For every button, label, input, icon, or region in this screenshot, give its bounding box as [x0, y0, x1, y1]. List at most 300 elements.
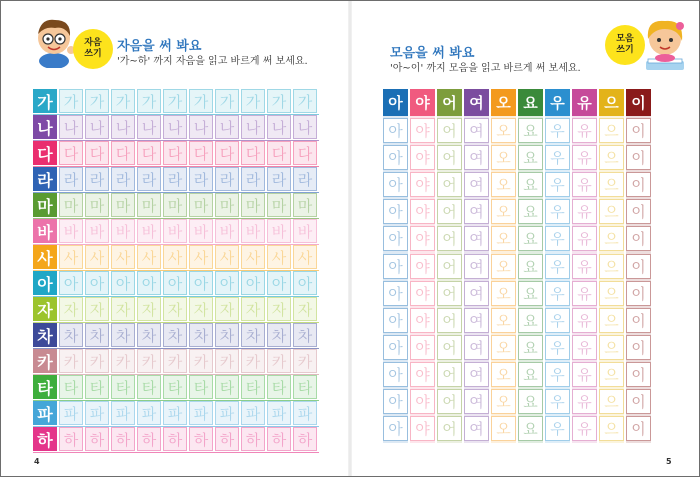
vowel-trace-cell[interactable]: 여	[464, 335, 489, 360]
vowel-trace-cell[interactable]: 아	[383, 335, 408, 360]
consonant-trace-cell[interactable]: 라	[215, 167, 239, 191]
consonant-trace-cell[interactable]: 차	[111, 323, 135, 347]
vowel-trace-cell[interactable]: 아	[383, 226, 408, 251]
vowel-trace-cell[interactable]: 으	[599, 416, 624, 441]
consonant-trace-cell[interactable]: 차	[163, 323, 187, 347]
consonant-trace-cell[interactable]: 타	[111, 375, 135, 399]
vowel-trace-cell[interactable]: 유	[572, 199, 597, 224]
consonant-trace-cell[interactable]: 자	[111, 297, 135, 321]
vowel-trace-cell[interactable]: 유	[572, 281, 597, 306]
consonant-trace-cell[interactable]: 차	[267, 323, 291, 347]
vowel-trace-cell[interactable]: 아	[383, 308, 408, 333]
vowel-trace-cell[interactable]: 여	[464, 281, 489, 306]
page-number: 4	[34, 457, 40, 466]
consonant-trace-cell[interactable]: 나	[85, 115, 109, 139]
consonant-trace-cell[interactable]: 타	[189, 375, 213, 399]
consonant-label: 다	[33, 141, 57, 165]
consonant-trace-cell[interactable]: 차	[241, 323, 265, 347]
consonant-trace-cell[interactable]: 파	[241, 401, 265, 425]
vowel-trace-cell[interactable]: 야	[410, 254, 435, 279]
consonant-trace-cell[interactable]: 사	[293, 245, 317, 269]
vowel-trace-cell[interactable]: 요	[518, 172, 543, 197]
consonant-row	[33, 375, 321, 401]
consonant-trace-cell[interactable]: 파	[85, 401, 109, 425]
vowel-trace-cell[interactable]: 아	[383, 362, 408, 387]
consonant-trace-cell[interactable]: 타	[59, 375, 83, 399]
consonant-trace-cell[interactable]: 하	[137, 427, 161, 451]
vowel-trace-cell[interactable]: 요	[518, 254, 543, 279]
consonant-trace-cell[interactable]: 라	[59, 167, 83, 191]
vowel-trace-cell[interactable]: 으	[599, 389, 624, 414]
vowel-trace-cell[interactable]: 아	[383, 145, 408, 170]
vowel-trace-cell[interactable]: 으	[599, 118, 624, 143]
consonant-trace-cell[interactable]: 다	[215, 141, 239, 165]
vowel-trace-cell[interactable]: 요	[518, 118, 543, 143]
consonant-trace-cell[interactable]: 아	[137, 271, 161, 295]
consonant-trace-cell[interactable]: 마	[137, 193, 161, 217]
consonant-trace-cell[interactable]: 가	[137, 89, 161, 113]
consonant-trace-cell[interactable]: 타	[293, 375, 317, 399]
consonant-trace-cell[interactable]: 사	[189, 245, 213, 269]
vowel-trace-cell[interactable]: 아	[383, 118, 408, 143]
consonant-trace-cell[interactable]: 라	[137, 167, 161, 191]
consonant-trace-cell[interactable]: 자	[293, 297, 317, 321]
consonant-trace-cell[interactable]: 사	[59, 245, 83, 269]
consonant-label: 파	[33, 401, 57, 425]
consonant-trace-cell[interactable]: 가	[293, 89, 317, 113]
vowel-trace-cell[interactable]: 어	[437, 172, 462, 197]
vowel-trace-cell[interactable]: 요	[518, 308, 543, 333]
badge-line-2: 쓰기	[616, 45, 634, 55]
consonant-trace-cell[interactable]: 아	[215, 271, 239, 295]
consonant-trace-cell[interactable]: 카	[189, 349, 213, 373]
page-number: 5	[666, 457, 672, 466]
vowel-trace-cell[interactable]: 어	[437, 416, 462, 441]
consonant-trace-cell[interactable]: 가	[215, 89, 239, 113]
vowel-trace-cell[interactable]: 우	[545, 199, 570, 224]
vowel-trace-cell[interactable]: 우	[545, 281, 570, 306]
vowel-trace-cell[interactable]: 어	[437, 145, 462, 170]
consonant-trace-cell[interactable]: 나	[293, 115, 317, 139]
vowel-trace-cell[interactable]: 여	[464, 254, 489, 279]
consonant-trace-cell[interactable]: 라	[111, 167, 135, 191]
consonant-trace-cell[interactable]: 라	[293, 167, 317, 191]
vowel-trace-cell[interactable]: 요	[518, 281, 543, 306]
consonant-trace-cell[interactable]: 마	[215, 193, 239, 217]
consonant-trace-cell[interactable]: 바	[267, 219, 291, 243]
vowel-trace-cell[interactable]: 여	[464, 416, 489, 441]
consonant-trace-cell[interactable]: 바	[215, 219, 239, 243]
vowel-trace-cell[interactable]: 오	[491, 199, 516, 224]
vowel-trace-cell[interactable]: 으	[599, 308, 624, 333]
consonant-trace-cell[interactable]: 카	[293, 349, 317, 373]
vowel-trace-cell[interactable]: 요	[518, 145, 543, 170]
vowel-trace-cell[interactable]: 으	[599, 362, 624, 387]
consonant-label: 바	[33, 219, 57, 243]
vowel-trace-cell[interactable]: 어	[437, 308, 462, 333]
consonant-trace-cell[interactable]: 나	[215, 115, 239, 139]
vowel-trace-cell[interactable]: 오	[491, 389, 516, 414]
consonant-trace-cell[interactable]: 카	[85, 349, 109, 373]
consonant-trace-cell[interactable]: 사	[267, 245, 291, 269]
consonant-label: 나	[33, 115, 57, 139]
consonant-trace-cell[interactable]: 하	[189, 427, 213, 451]
vowel-trace-cell[interactable]: 오	[491, 254, 516, 279]
consonant-trace-cell[interactable]: 나	[111, 115, 135, 139]
consonant-trace-cell[interactable]: 자	[59, 297, 83, 321]
vowel-trace-cell[interactable]: 이	[626, 172, 651, 197]
consonant-trace-cell[interactable]: 바	[241, 219, 265, 243]
vowel-trace-cell[interactable]: 아	[383, 389, 408, 414]
consonant-trace-cell[interactable]: 라	[241, 167, 265, 191]
consonant-trace-cell[interactable]: 바	[293, 219, 317, 243]
consonant-trace-cell[interactable]: 차	[137, 323, 161, 347]
consonant-trace-cell[interactable]: 파	[137, 401, 161, 425]
consonant-label: 자	[33, 297, 57, 321]
consonant-trace-cell[interactable]: 다	[189, 141, 213, 165]
consonant-trace-cell[interactable]: 가	[163, 89, 187, 113]
vowel-trace-cell[interactable]: 유	[572, 362, 597, 387]
vowel-trace-cell[interactable]: 야	[410, 308, 435, 333]
consonant-trace-cell[interactable]: 다	[85, 141, 109, 165]
vowel-trace-cell[interactable]: 야	[410, 145, 435, 170]
consonant-row	[33, 141, 321, 167]
vowel-trace-cell[interactable]: 오	[491, 362, 516, 387]
vowel-trace-cell[interactable]: 여	[464, 362, 489, 387]
vowel-trace-cell[interactable]: 오	[491, 172, 516, 197]
vowel-trace-cell[interactable]: 으	[599, 145, 624, 170]
row-underline	[33, 452, 319, 453]
consonant-trace-cell[interactable]: 다	[241, 141, 265, 165]
consonant-trace-cell[interactable]: 아	[293, 271, 317, 295]
consonant-trace-cell[interactable]: 자	[267, 297, 291, 321]
vowel-trace-cell[interactable]: 오	[491, 226, 516, 251]
consonant-trace-cell[interactable]: 마	[85, 193, 109, 217]
consonant-trace-cell[interactable]: 자	[85, 297, 109, 321]
consonant-label: 마	[33, 193, 57, 217]
consonant-trace-cell[interactable]: 마	[163, 193, 187, 217]
vowel-trace-cell[interactable]: 여	[464, 118, 489, 143]
consonant-trace-cell[interactable]: 차	[215, 323, 239, 347]
vowel-trace-cell[interactable]: 여	[464, 389, 489, 414]
consonant-trace-cell[interactable]: 나	[59, 115, 83, 139]
vowel-trace-cell[interactable]: 여	[464, 172, 489, 197]
consonant-trace-cell[interactable]: 카	[111, 349, 135, 373]
consonant-trace-cell[interactable]: 파	[267, 401, 291, 425]
consonant-label: 가	[33, 89, 57, 113]
vowel-trace-cell[interactable]: 우	[545, 335, 570, 360]
consonant-trace-cell[interactable]: 다	[163, 141, 187, 165]
vowel-label: 어	[437, 89, 462, 116]
consonant-row	[33, 193, 321, 219]
vowel-trace-cell[interactable]: 이	[626, 362, 651, 387]
vowel-trace-cell[interactable]: 어	[437, 389, 462, 414]
vowel-trace-cell[interactable]: 여	[464, 226, 489, 251]
consonant-trace-cell[interactable]: 타	[215, 375, 239, 399]
consonant-row	[33, 245, 321, 271]
vowel-trace-cell[interactable]: 유	[572, 118, 597, 143]
vowel-trace-cell[interactable]: 우	[545, 226, 570, 251]
consonant-trace-cell[interactable]: 아	[163, 271, 187, 295]
right-page	[350, 1, 699, 476]
consonant-trace-cell[interactable]: 파	[163, 401, 187, 425]
vowel-trace-cell[interactable]: 우	[545, 254, 570, 279]
consonant-trace-cell[interactable]: 라	[85, 167, 109, 191]
consonant-trace-cell[interactable]: 파	[59, 401, 83, 425]
consonant-trace-cell[interactable]: 가	[111, 89, 135, 113]
consonant-trace-cell[interactable]: 타	[137, 375, 161, 399]
consonant-trace-cell[interactable]: 바	[189, 219, 213, 243]
consonant-trace-cell[interactable]: 바	[85, 219, 109, 243]
consonant-trace-cell[interactable]: 차	[189, 323, 213, 347]
consonant-trace-cell[interactable]: 사	[163, 245, 187, 269]
vowel-trace-cell[interactable]: 우	[545, 416, 570, 441]
vowel-trace-cell[interactable]: 요	[518, 416, 543, 441]
vowel-trace-cell[interactable]: 유	[572, 145, 597, 170]
consonant-trace-cell[interactable]: 가	[189, 89, 213, 113]
vowel-trace-cell[interactable]: 우	[545, 308, 570, 333]
consonant-trace-cell[interactable]: 라	[267, 167, 291, 191]
consonant-trace-cell[interactable]: 마	[267, 193, 291, 217]
consonant-trace-cell[interactable]: 타	[267, 375, 291, 399]
boy-mascot-icon	[31, 16, 77, 68]
consonant-trace-cell[interactable]: 마	[293, 193, 317, 217]
consonant-trace-cell[interactable]: 카	[59, 349, 83, 373]
vowel-trace-cell[interactable]: 아	[383, 281, 408, 306]
vowel-trace-cell[interactable]: 오	[491, 118, 516, 143]
consonant-trace-cell[interactable]: 자	[189, 297, 213, 321]
consonant-label: 타	[33, 375, 57, 399]
consonant-label: 하	[33, 427, 57, 451]
consonant-trace-cell[interactable]: 카	[137, 349, 161, 373]
consonant-trace-cell[interactable]: 사	[137, 245, 161, 269]
vowel-trace-cell[interactable]: 여	[464, 145, 489, 170]
consonant-trace-cell[interactable]: 가	[85, 89, 109, 113]
vowel-trace-cell[interactable]: 야	[410, 335, 435, 360]
vowel-trace-cell[interactable]: 이	[626, 226, 651, 251]
consonant-trace-cell[interactable]: 자	[241, 297, 265, 321]
consonant-trace-cell[interactable]: 카	[163, 349, 187, 373]
vowel-trace-cell[interactable]: 유	[572, 389, 597, 414]
consonant-trace-cell[interactable]: 아	[59, 271, 83, 295]
consonant-trace-cell[interactable]: 마	[241, 193, 265, 217]
consonant-row	[33, 219, 321, 245]
consonant-trace-cell[interactable]: 하	[111, 427, 135, 451]
vowel-trace-cell[interactable]: 유	[572, 226, 597, 251]
badge-line-1: 모음	[616, 34, 634, 44]
consonant-trace-cell[interactable]: 나	[137, 115, 161, 139]
consonant-trace-cell[interactable]: 하	[163, 427, 187, 451]
consonant-trace-cell[interactable]: 타	[241, 375, 265, 399]
vowel-trace-cell[interactable]: 오	[491, 416, 516, 441]
vowel-trace-cell[interactable]: 야	[410, 389, 435, 414]
vowel-trace-cell[interactable]: 요	[518, 226, 543, 251]
vowel-trace-cell[interactable]: 으	[599, 254, 624, 279]
consonant-row	[33, 297, 321, 323]
vowel-trace-cell[interactable]: 이	[626, 118, 651, 143]
vowel-trace-cell[interactable]: 야	[410, 118, 435, 143]
consonant-trace-cell[interactable]: 파	[215, 401, 239, 425]
consonant-row	[33, 167, 321, 193]
vowel-trace-cell[interactable]: 어	[437, 254, 462, 279]
vowel-trace-cell[interactable]: 야	[410, 199, 435, 224]
vowel-trace-cell[interactable]: 요	[518, 389, 543, 414]
consonant-trace-cell[interactable]: 다	[293, 141, 317, 165]
consonant-trace-cell[interactable]: 하	[215, 427, 239, 451]
vowel-label: 으	[599, 89, 624, 116]
vowel-trace-cell[interactable]: 이	[626, 308, 651, 333]
vowel-trace-cell[interactable]: 유	[572, 308, 597, 333]
consonant-trace-cell[interactable]: 사	[85, 245, 109, 269]
consonant-trace-cell[interactable]: 마	[111, 193, 135, 217]
consonant-trace-cell[interactable]: 나	[241, 115, 265, 139]
consonant-trace-cell[interactable]: 차	[293, 323, 317, 347]
consonant-label: 라	[33, 167, 57, 191]
consonant-trace-cell[interactable]: 라	[163, 167, 187, 191]
consonant-row	[33, 427, 321, 453]
consonant-trace-cell[interactable]: 하	[59, 427, 83, 451]
vowel-trace-cell[interactable]: 요	[518, 362, 543, 387]
consonant-trace-cell[interactable]: 아	[85, 271, 109, 295]
vowel-trace-cell[interactable]: 아	[383, 199, 408, 224]
consonant-trace-cell[interactable]: 아	[267, 271, 291, 295]
consonant-trace-cell[interactable]: 카	[241, 349, 265, 373]
consonant-trace-cell[interactable]: 하	[267, 427, 291, 451]
vowel-trace-cell[interactable]: 우	[545, 389, 570, 414]
badge-line-2: 쓰기	[84, 49, 102, 59]
consonant-trace-cell[interactable]: 아	[189, 271, 213, 295]
vowel-trace-cell[interactable]: 이	[626, 199, 651, 224]
vowel-label: 오	[491, 89, 516, 116]
vowel-trace-cell[interactable]: 으	[599, 335, 624, 360]
consonant-trace-cell[interactable]: 사	[111, 245, 135, 269]
vowel-trace-cell[interactable]: 유	[572, 335, 597, 360]
vowel-trace-cell[interactable]: 우	[545, 172, 570, 197]
vowel-trace-cell[interactable]: 어	[437, 118, 462, 143]
consonant-trace-cell[interactable]: 파	[293, 401, 317, 425]
vowel-trace-cell[interactable]: 아	[383, 254, 408, 279]
consonant-trace-cell[interactable]: 나	[267, 115, 291, 139]
vowel-trace-cell[interactable]: 야	[410, 281, 435, 306]
vowel-trace-cell[interactable]: 어	[437, 335, 462, 360]
page-subtitle: '가~하' 까지 자음을 읽고 바르게 써 보세요.	[117, 56, 308, 67]
vowel-writing-badge	[605, 25, 645, 65]
consonant-trace-cell[interactable]: 카	[215, 349, 239, 373]
badge-line-1: 자음	[84, 38, 102, 48]
consonant-trace-cell[interactable]: 마	[189, 193, 213, 217]
vowel-trace-cell[interactable]: 이	[626, 335, 651, 360]
consonant-trace-cell[interactable]: 차	[85, 323, 109, 347]
vowel-trace-cell[interactable]: 오	[491, 281, 516, 306]
consonant-trace-cell[interactable]: 자	[137, 297, 161, 321]
consonant-trace-cell[interactable]: 자	[215, 297, 239, 321]
vowel-trace-cell[interactable]: 우	[545, 362, 570, 387]
vowel-trace-cell[interactable]: 으	[599, 172, 624, 197]
consonant-trace-cell[interactable]: 하	[241, 427, 265, 451]
consonant-trace-cell[interactable]: 파	[111, 401, 135, 425]
vowel-trace-cell[interactable]: 유	[572, 254, 597, 279]
vowel-label: 유	[572, 89, 597, 116]
consonant-trace-cell[interactable]: 가	[267, 89, 291, 113]
consonant-trace-cell[interactable]: 다	[137, 141, 161, 165]
vowel-trace-cell[interactable]: 아	[383, 416, 408, 441]
consonant-trace-cell[interactable]: 마	[59, 193, 83, 217]
consonant-trace-cell[interactable]: 바	[59, 219, 83, 243]
consonant-trace-cell[interactable]: 바	[163, 219, 187, 243]
consonant-trace-cell[interactable]: 하	[293, 427, 317, 451]
vowel-trace-cell[interactable]: 우	[545, 145, 570, 170]
consonant-trace-cell[interactable]: 바	[111, 219, 135, 243]
vowel-trace-cell[interactable]: 야	[410, 362, 435, 387]
consonant-trace-cell[interactable]: 카	[267, 349, 291, 373]
consonant-trace-cell[interactable]: 사	[241, 245, 265, 269]
vowel-trace-cell[interactable]: 야	[410, 416, 435, 441]
consonant-trace-cell[interactable]: 사	[215, 245, 239, 269]
consonant-trace-cell[interactable]: 다	[59, 141, 83, 165]
consonant-trace-cell[interactable]: 다	[111, 141, 135, 165]
vowel-trace-cell[interactable]: 오	[491, 308, 516, 333]
vowel-trace-cell[interactable]: 여	[464, 199, 489, 224]
vowel-label: 여	[464, 89, 489, 116]
consonant-row	[33, 401, 321, 427]
consonant-trace-cell[interactable]: 차	[59, 323, 83, 347]
vowel-trace-cell[interactable]: 어	[437, 362, 462, 387]
vowel-trace-cell[interactable]: 요	[518, 199, 543, 224]
consonant-trace-cell[interactable]: 가	[241, 89, 265, 113]
vowel-trace-cell[interactable]: 유	[572, 416, 597, 441]
consonant-trace-cell[interactable]: 아	[241, 271, 265, 295]
vowel-trace-cell[interactable]: 야	[410, 172, 435, 197]
consonant-row	[33, 89, 321, 115]
consonant-row	[33, 323, 321, 349]
vowel-trace-cell[interactable]: 우	[545, 118, 570, 143]
vowel-trace-cell[interactable]: 으	[599, 281, 624, 306]
vowel-trace-cell[interactable]: 이	[626, 389, 651, 414]
consonant-trace-cell[interactable]: 바	[137, 219, 161, 243]
consonant-trace-cell[interactable]: 다	[267, 141, 291, 165]
consonant-trace-cell[interactable]: 나	[163, 115, 187, 139]
consonant-trace-cell[interactable]: 가	[59, 89, 83, 113]
consonant-trace-cell[interactable]: 아	[111, 271, 135, 295]
consonant-writing-badge	[73, 29, 113, 69]
vowel-trace-cell[interactable]: 유	[572, 172, 597, 197]
vowel-trace-cell[interactable]: 요	[518, 335, 543, 360]
vowel-trace-cell[interactable]: 으	[599, 226, 624, 251]
vowel-label: 우	[545, 89, 570, 116]
consonant-trace-cell[interactable]: 파	[189, 401, 213, 425]
consonant-trace-cell[interactable]: 자	[163, 297, 187, 321]
vowel-trace-cell[interactable]: 오	[491, 335, 516, 360]
consonant-trace-cell[interactable]: 라	[189, 167, 213, 191]
consonant-trace-cell[interactable]: 타	[163, 375, 187, 399]
vowel-trace-cell[interactable]: 어	[437, 199, 462, 224]
consonant-trace-cell[interactable]: 나	[189, 115, 213, 139]
vowel-trace-cell[interactable]: 이	[626, 416, 651, 441]
vowel-trace-cell[interactable]: 이	[626, 254, 651, 279]
vowel-label: 아	[383, 89, 408, 116]
vowel-trace-cell[interactable]: 아	[383, 172, 408, 197]
vowel-trace-cell[interactable]: 이	[626, 145, 651, 170]
vowel-trace-cell[interactable]: 이	[626, 281, 651, 306]
vowel-trace-cell[interactable]: 야	[410, 226, 435, 251]
vowel-trace-cell[interactable]: 어	[437, 281, 462, 306]
vowel-trace-cell[interactable]: 어	[437, 226, 462, 251]
vowel-trace-cell[interactable]: 여	[464, 308, 489, 333]
consonant-trace-cell[interactable]: 타	[85, 375, 109, 399]
vowel-trace-cell[interactable]: 으	[599, 199, 624, 224]
vowel-trace-cell[interactable]: 오	[491, 145, 516, 170]
consonant-trace-cell[interactable]: 하	[85, 427, 109, 451]
